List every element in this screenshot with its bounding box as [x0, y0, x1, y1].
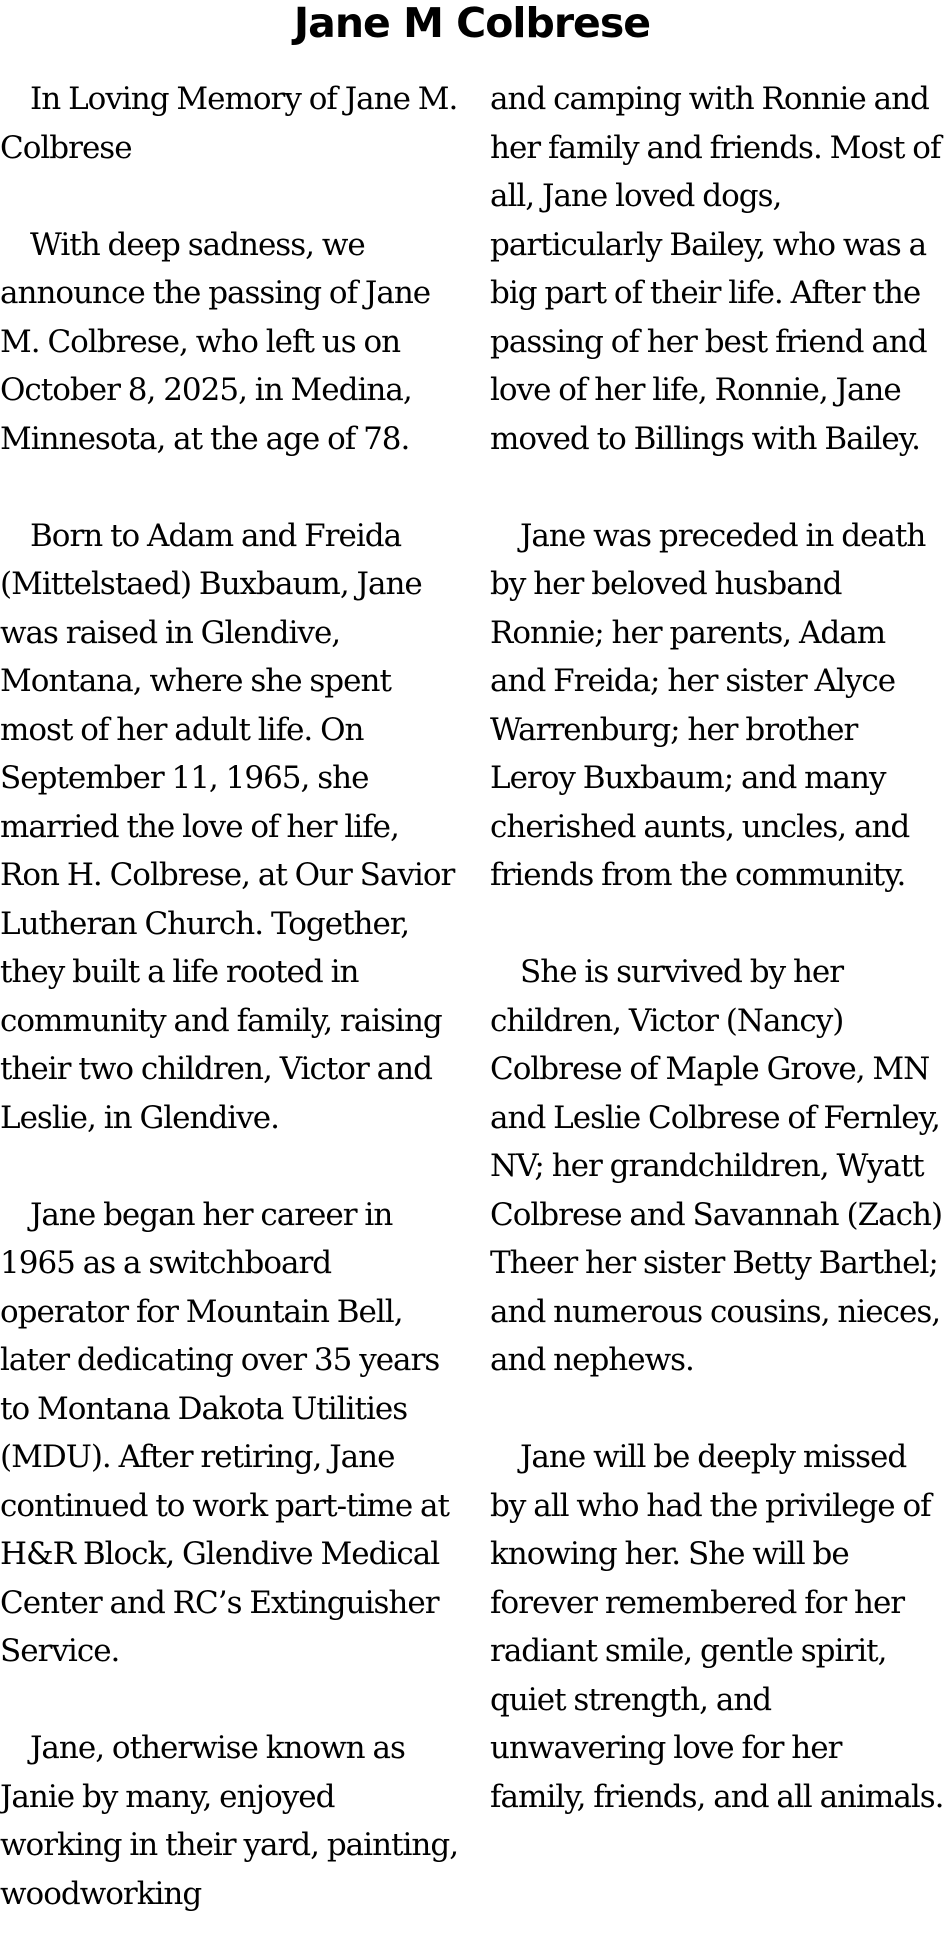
survived-by-paragraph: She is survived by her children, Victor (Nancy) Colbrese of Maple Grove, MN and Leslie Colbrese of Fernley, NV; her grandchildren, Wyatt Colbrese and Savannah (Zach) Theer her sister Betty Barthel; and numerous cousins, nieces, and nephews.: [490, 954, 943, 1378]
biography-paragraph: Born to Adam and Freida (Mittelstaed) Buxbaum, Jane was raised in Glendive, Montana, where she spent most of her adult life. On September 11, 1965, she married the love of her life, Ron H. Colbrese, at Our Savior Lutheran Church. Together, they built a life rooted in community and family, raising their two children, Victor and Leslie, in Glendive.: [0, 517, 455, 1136]
hobbies-paragraph: Jane, otherwise known as Janie by many, enjoyed working in their yard, painting, woodworking: [0, 1730, 459, 1912]
memorial-heading-paragraph: In Loving Memory of Jane M. Colbrese: [0, 81, 458, 166]
right-column: [490, 75, 944, 1821]
preceded-in-death-paragraph: Jane was preceded in death by her beloved husband Ronnie; her parents, Adam and Freida; her sister Alyce Warrenburg; her brother Leroy Buxbaum; and many cherished aunts, uncles, and friends from the community.: [490, 517, 926, 893]
obituary-title: Jane M Colbrese: [293, 0, 651, 47]
announcement-paragraph: With deep sadness, we announce the passing of Jane M. Colbrese, who left us on October 8, 2025, in Medina, Minnesota, at the age of 78.: [0, 226, 431, 457]
hobbies-paragraph-continued: and camping with Ronnie and her family and friends. Most of all, Jane loved dogs, particularly Bailey, who was a big part of their life. After the passing of her best friend and love of her life, Ronnie, Jane moved to Billings with Bailey.: [490, 81, 941, 457]
career-paragraph: Jane began her career in 1965 as a switchboard operator for Mountain Bell, later dedicating over 35 years to Montana Dakota Utilities (MDU). After retiring, Jane continued to work part-time at H&R Block, Glendive Medical Center and RC’s Extinguisher Service.: [0, 1196, 449, 1669]
left-column: [0, 75, 462, 1918]
closing-paragraph: Jane will be deeply missed by all who had the privilege of knowing her. She will be forever remembered for her radiant smile, gentle spirit, quiet strength, and unwavering love for her family, friends, and all animals.: [490, 1439, 944, 1815]
